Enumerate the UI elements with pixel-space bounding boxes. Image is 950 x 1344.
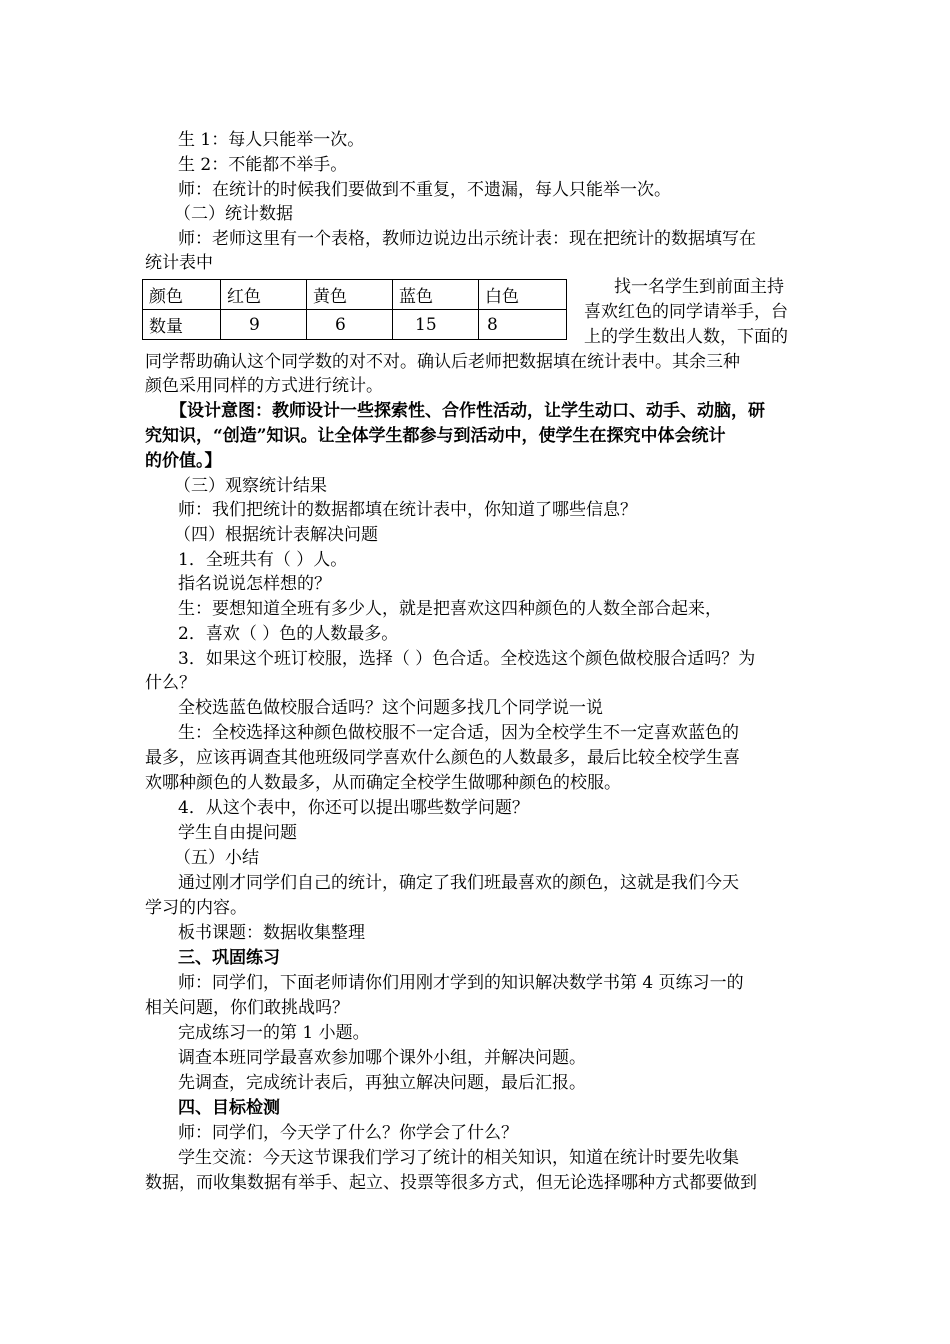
table-cell: 15 bbox=[393, 310, 479, 340]
paragraph-line: 同学帮助确认这个同学数的对不对。确认后老师把数据填在统计表中。其余三种 bbox=[145, 352, 740, 372]
table-cell: 白色 bbox=[479, 280, 567, 310]
table-cell: 红色 bbox=[221, 280, 307, 310]
paragraph-line: 先调查，完成统计表后，再独立解决问题，最后汇报。 bbox=[178, 1073, 586, 1093]
paragraph-line: 最多，应该再调查其他班级同学喜欢什么颜色的人数最多，最后比较全校学生喜 bbox=[145, 748, 740, 768]
paragraph-line: 板书课题：数据收集整理 bbox=[178, 923, 365, 943]
paragraph-line: 什么？ bbox=[145, 673, 196, 693]
side-text-line: 找一名学生到前面主持 bbox=[614, 277, 784, 297]
section-heading: （二）统计数据 bbox=[174, 204, 293, 224]
paragraph-line: 生 2：不能都不举手。 bbox=[178, 155, 348, 175]
table-cell: 蓝色 bbox=[393, 280, 479, 310]
table-cell: 数量 bbox=[143, 310, 221, 340]
paragraph-line: 统计表中 bbox=[145, 253, 213, 273]
section-heading: （四）根据统计表解决问题 bbox=[174, 525, 378, 545]
table-cell: 黄色 bbox=[307, 280, 393, 310]
table-cell: 8 bbox=[479, 310, 567, 340]
paragraph-line: 师：同学们，今天学了什么？你学会了什么？ bbox=[178, 1123, 518, 1143]
design-intent-line: 的价值。】 bbox=[145, 451, 222, 471]
paragraph-line: 完成练习一的第 1 小题。 bbox=[178, 1023, 370, 1043]
design-intent-line: 【设计意图：教师设计一些探索性、合作性活动，让学生动口、动手、动脑，研 bbox=[170, 401, 765, 421]
paragraph-line: 4．从这个表中，你还可以提出哪些数学问题？ bbox=[178, 798, 529, 818]
paragraph-line: 调查本班同学最喜欢参加哪个课外小组，并解决问题。 bbox=[178, 1048, 586, 1068]
paragraph-line: 颜色采用同样的方式进行统计。 bbox=[145, 376, 383, 396]
table-cell: 6 bbox=[307, 310, 393, 340]
section-heading: 三、巩固练习 bbox=[178, 948, 280, 968]
paragraph-line: 全校选蓝色做校服合适吗？这个问题多找几个同学说一说 bbox=[178, 698, 603, 718]
paragraph-line: 生：要想知道全班有多少人，就是把喜欢这四种颜色的人数全部合起来， bbox=[178, 599, 722, 619]
section-heading: （三）观察统计结果 bbox=[174, 476, 327, 496]
paragraph-line: 学生交流：今天这节课我们学习了统计的相关知识，知道在统计时要先收集 bbox=[178, 1148, 739, 1168]
paragraph-line: 生：全校选择这种颜色做校服不一定合适，因为全校学生不一定喜欢蓝色的 bbox=[178, 723, 739, 743]
paragraph-line: 指名说说怎样想的？ bbox=[178, 574, 331, 594]
section-heading: （五）小结 bbox=[174, 848, 259, 868]
paragraph-line: 学习的内容。 bbox=[145, 898, 247, 918]
paragraph-line: 师：在统计的时候我们要做到不重复，不遗漏，每人只能举一次。 bbox=[178, 180, 671, 200]
side-text-line: 喜欢红色的同学请举手，台 bbox=[584, 302, 788, 322]
paragraph-line: 数据，而收集数据有举手、起立、投票等很多方式，但无论选择哪种方式都要做到 bbox=[145, 1173, 757, 1193]
table-cell: 颜色 bbox=[143, 280, 221, 310]
paragraph-line: 通过刚才同学们自己的统计，确定了我们班最喜欢的颜色，这就是我们今天 bbox=[178, 873, 739, 893]
paragraph-line: 1．全班共有（ ）人。 bbox=[178, 550, 348, 570]
paragraph-line: 2．喜欢（ ）色的人数最多。 bbox=[178, 624, 399, 644]
paragraph-line: 欢哪种颜色的人数最多，从而确定全校学生做哪种颜色的校服。 bbox=[145, 773, 621, 793]
paragraph-line: 师：老师这里有一个表格，教师边说边出示统计表：现在把统计的数据填写在 bbox=[178, 229, 756, 249]
side-text-line: 上的学生数出人数，下面的 bbox=[584, 327, 788, 347]
paragraph-line: 生 1：每人只能举一次。 bbox=[178, 130, 365, 150]
design-intent-line: 究知识，“创造”知识。让全体学生都参与到活动中，使学生在探究中体会统计 bbox=[145, 426, 726, 446]
table-cell: 9 bbox=[221, 310, 307, 340]
paragraph-line: 相关问题，你们敢挑战吗？ bbox=[145, 998, 349, 1018]
paragraph-line: 3．如果这个班订校服，选择（ ）色合适。全校选这个颜色做校服合适吗？为 bbox=[178, 649, 756, 669]
paragraph-line: 学生自由提问题 bbox=[178, 823, 297, 843]
section-heading: 四、目标检测 bbox=[178, 1098, 280, 1118]
paragraph-line: 师：我们把统计的数据都填在统计表中，你知道了哪些信息？ bbox=[178, 500, 637, 520]
paragraph-line: 师：同学们，下面老师请你们用刚才学到的知识解决数学书第 4 页练习一的 bbox=[178, 973, 744, 993]
